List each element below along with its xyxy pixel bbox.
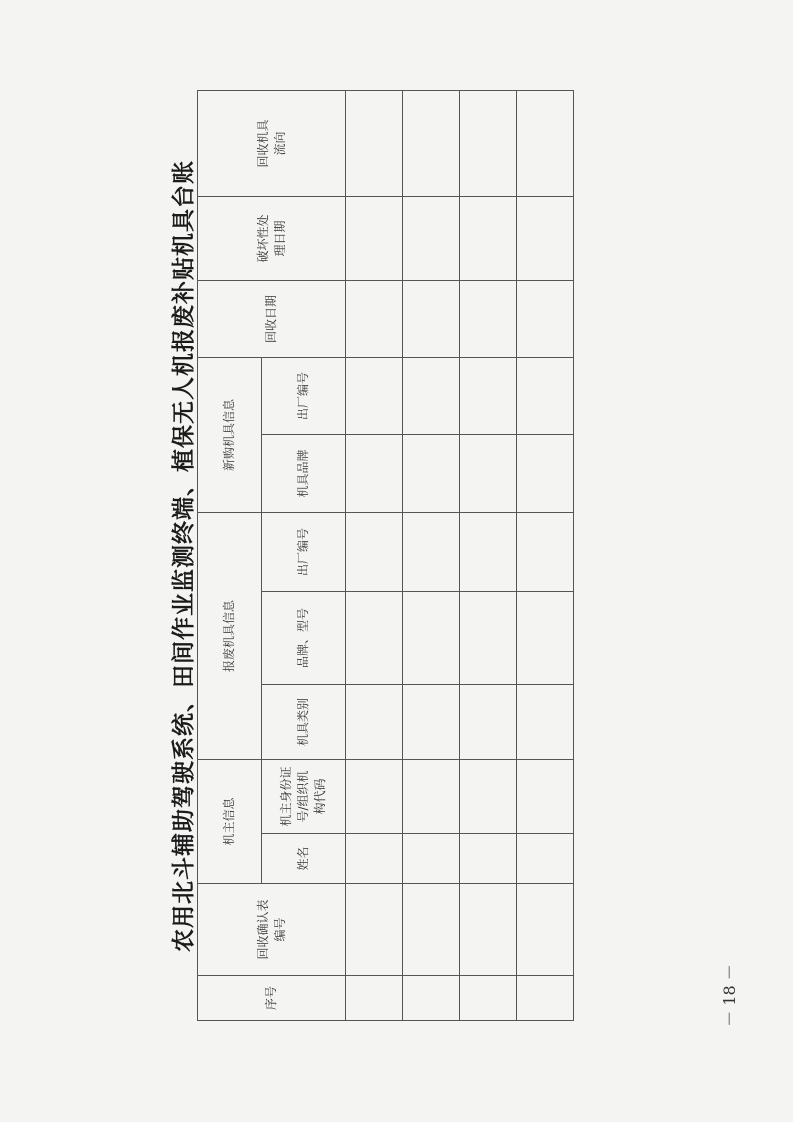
table-cell [346,196,403,280]
header-owner-id [262,759,346,833]
ledger-table [197,90,574,1021]
table-cell [403,884,460,976]
header-scrap-brand-model: 品牌、型号 [262,591,346,684]
table-cell [460,196,517,280]
header-new-info: 新购机具信息 [198,357,262,512]
table-cell [403,357,460,434]
table-cell [460,834,517,884]
header-destination [198,90,346,196]
table-row [517,90,574,1020]
table-cell [517,976,574,1021]
table-cell [346,434,403,512]
header-scrap-type: 机具类别 [262,684,346,759]
table-cell [460,976,517,1021]
table-cell [346,976,403,1021]
header-owner-id-text: 机主身份证号/组织机构代码 [279,766,327,827]
table-row [403,90,460,1020]
table-cell [346,357,403,434]
table-cell [460,684,517,759]
header-owner-name: 姓名 [262,834,346,884]
table-cell [403,280,460,357]
table-cell [403,196,460,280]
table-cell [460,884,517,976]
table-cell [460,512,517,591]
table-cell [403,684,460,759]
header-new-brand: 机具品牌 [262,434,346,512]
table-cell [517,357,574,434]
table-cell [517,280,574,357]
header-new-serial: 出厂编号 [262,357,346,434]
header-seq: 序号 [198,976,346,1021]
header-recycle-date: 回收日期 [198,280,346,357]
table-cell [346,280,403,357]
table-cell [517,834,574,884]
header-confirm-no-text: 回收确认表编号 [255,899,287,960]
table-cell [460,591,517,684]
table-cell [346,834,403,884]
table-cell [517,591,574,684]
table-cell [346,591,403,684]
table-cell [403,434,460,512]
table-cell [517,196,574,280]
table-row [460,90,517,1020]
header-row-1 [198,90,262,1020]
page-title: 农用北斗辅助驾驶系统、田间作业监测终端、植保无人机报废补贴机具台账 [170,160,197,952]
table-cell [460,357,517,434]
table-cell [403,976,460,1021]
table-cell [517,884,574,976]
table-cell [517,434,574,512]
table-cell [346,684,403,759]
table-cell [460,280,517,357]
table-cell [403,759,460,833]
header-destroy-date [198,196,346,280]
table-cell [517,512,574,591]
rotated-ledger-page [172,91,572,1021]
table-cell [346,90,403,196]
table-cell [517,684,574,759]
header-confirm-no [198,884,346,976]
header-destination-text: 回收机具流向 [255,119,287,168]
table-cell [403,834,460,884]
table-cell [346,512,403,591]
page-number [708,965,748,1025]
table-cell [460,759,517,833]
table-cell [346,759,403,833]
table-cell [517,90,574,196]
table-cell [517,759,574,833]
table-row [346,90,403,1020]
table-cell [460,90,517,196]
header-destroy-date-text: 破坏性处理日期 [255,214,287,263]
header-scrap-serial: 出厂编号 [262,512,346,591]
table-cell [346,884,403,976]
header-scrap-info: 报废机具信息 [198,512,262,759]
table-cell [403,512,460,591]
table-cell [403,591,460,684]
table-cell [460,434,517,512]
header-owner-info: 机主信息 [198,759,262,883]
page-number-text: － 18 － [719,963,739,1027]
table-cell [403,90,460,196]
